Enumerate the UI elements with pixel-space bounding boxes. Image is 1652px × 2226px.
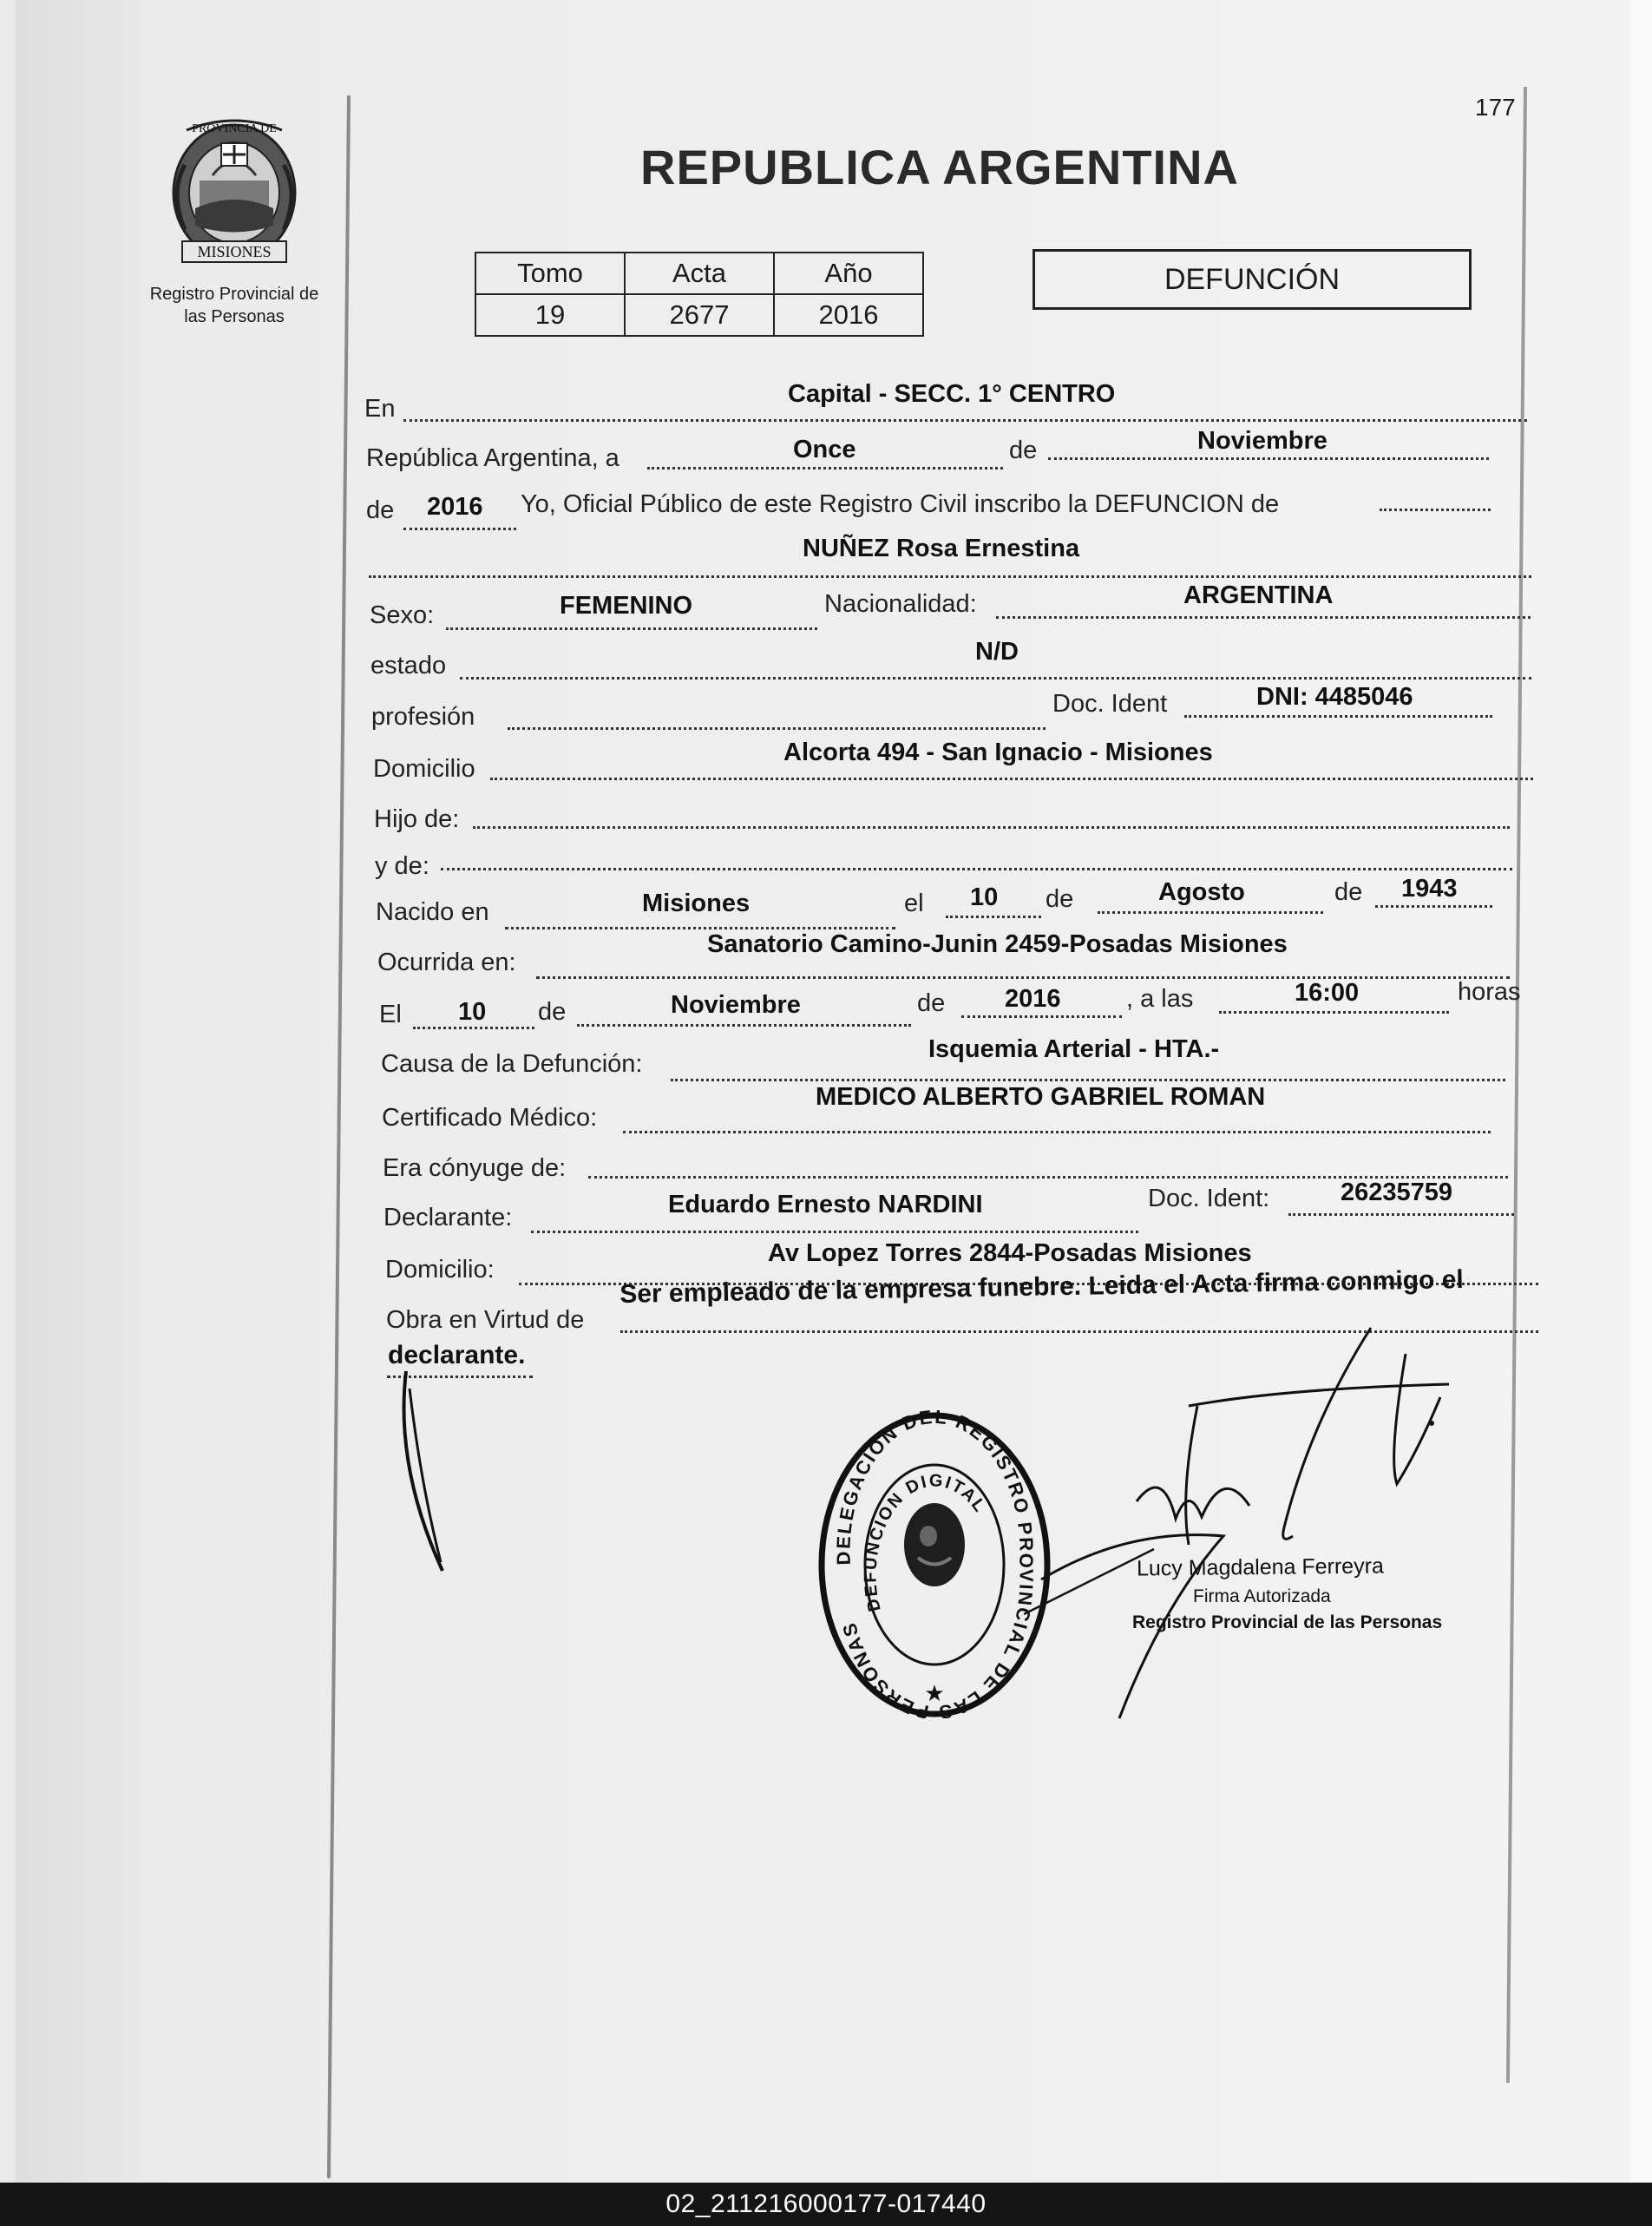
death-time: 16:00 — [1295, 979, 1360, 1007]
estado-value: N/D — [975, 638, 1019, 666]
year-line — [403, 528, 516, 530]
month-value: Noviembre — [1197, 427, 1328, 455]
record-type-box: DEFUNCIÓN — [1032, 249, 1472, 310]
nacido-label: Nacido en — [376, 898, 489, 926]
doc-ident2-label: Doc. Ident: — [1148, 1185, 1270, 1212]
obra-value: Ser empleado de la empresa funebre. Leida el Acta firma conmigo el — [620, 1265, 1464, 1309]
republica-label: República Argentina, a — [366, 444, 620, 472]
domicilio-label: Domicilio — [373, 755, 475, 783]
sexo-label: Sexo: — [370, 601, 435, 629]
day-line — [647, 467, 1003, 469]
death-year: 2016 — [1005, 985, 1061, 1013]
hijo-line — [473, 826, 1510, 829]
causa-line — [671, 1079, 1505, 1081]
signatory-title: Firma Autorizada — [1193, 1586, 1331, 1606]
nacido-value: Misiones — [642, 890, 751, 917]
birth-month-line — [1098, 911, 1323, 914]
nacionalidad-line — [996, 616, 1531, 619]
birth-day: 10 — [970, 883, 999, 911]
registry-label-line1: Registro Provincial de — [149, 285, 319, 304]
page-edge — [1631, 0, 1652, 2183]
declarante-line — [531, 1231, 1138, 1233]
registry-label-line2: las Personas — [184, 307, 285, 326]
reference-header-row — [475, 253, 923, 294]
statement-line — [1380, 509, 1491, 511]
seal-text-top: PROVINCIA DE — [192, 122, 277, 135]
reference-table — [475, 252, 924, 337]
document-title: REPUBLICA ARGENTINA — [640, 140, 1239, 194]
footer-code: 02_211216000177-017440 — [0, 2183, 1652, 2226]
causa-value: Isquemia Arterial - HTA.- — [928, 1035, 1220, 1063]
doc-ident-label: Doc. Ident — [1052, 690, 1168, 718]
el-label: el — [904, 890, 924, 917]
en-line — [403, 419, 1527, 422]
en-value: Capital - SECC. 1° CENTRO — [788, 380, 1116, 408]
official-stamp — [816, 1410, 1054, 1718]
certificado-label: Certificado Médico: — [382, 1104, 598, 1132]
death-month: Noviembre — [671, 991, 801, 1019]
reference-value-row — [475, 294, 923, 336]
day-value: Once — [793, 436, 856, 463]
domicilio2-value: Av Lopez Torres 2844-Posadas Misiones — [768, 1239, 1252, 1267]
profesion-line — [508, 727, 1046, 730]
month-line — [1048, 457, 1489, 460]
ref-header-acta: Acta — [625, 253, 774, 294]
sexo-line — [446, 627, 817, 630]
obra-value-2: declarante. — [388, 1341, 526, 1369]
birth-day-line — [946, 916, 1041, 918]
birth-year-line — [1375, 905, 1492, 908]
domicilio2-label: Domicilio: — [385, 1256, 495, 1284]
birth-year: 1943 — [1401, 875, 1458, 903]
domicilio-line — [490, 778, 1533, 780]
estado-line — [460, 677, 1531, 680]
domicilio-value: Alcorta 494 - San Ignacio - Misiones — [783, 739, 1213, 766]
signatory-office: Registro Provincial de las Personas — [1132, 1612, 1443, 1632]
doc-ident-line — [1184, 715, 1492, 718]
signatory-name: Lucy Magdalena Ferreyra — [1136, 1553, 1385, 1581]
ref-value-tomo: 19 — [475, 294, 625, 336]
year-value: 2016 — [427, 493, 483, 521]
profesion-label: profesión — [371, 703, 475, 731]
stamp-inner-text: DEFUNCION DIGITAL — [861, 1471, 990, 1613]
de-label-4: de — [1334, 878, 1363, 906]
alas-label: , a las — [1126, 985, 1194, 1013]
deceased-name: NUÑEZ Rosa Ernestina — [803, 535, 1080, 562]
conyuge-label: Era cónyuge de: — [383, 1154, 567, 1182]
ocurrida-value: Sanatorio Camino-Junin 2459-Posadas Misiones — [707, 930, 1288, 958]
declarante-value: Eduardo Ernesto NARDINI — [668, 1191, 983, 1218]
ref-header-anio: Año — [774, 253, 923, 294]
yde-label: y de: — [375, 852, 429, 880]
sexo-value: FEMENINO — [560, 592, 693, 620]
horas-label: horas — [1458, 978, 1521, 1006]
ref-value-acta: 2677 — [625, 294, 774, 336]
doc-ident2-value: 26235759 — [1341, 1179, 1453, 1206]
registry-label — [130, 283, 338, 328]
stamp-star-icon: ★ — [924, 1680, 945, 1706]
doc-ident-value: DNI: 4485046 — [1256, 683, 1413, 711]
de-label-2: de — [366, 496, 395, 524]
certificado-line — [623, 1131, 1491, 1133]
provincial-seal — [161, 113, 308, 269]
obra-label: Obra en Virtud de — [386, 1306, 585, 1334]
ref-header-tomo: Tomo — [475, 253, 625, 294]
death-year-line — [961, 1015, 1122, 1018]
page-number: 177 — [1475, 94, 1516, 121]
de-label-6: de — [917, 989, 946, 1017]
causa-label: Causa de la Defunción: — [381, 1050, 643, 1078]
el2-label: El — [379, 1001, 402, 1028]
estado-label: estado — [370, 652, 447, 680]
declarante-label: Declarante: — [384, 1204, 513, 1231]
en-label: En — [364, 395, 396, 423]
death-month-line — [577, 1024, 911, 1027]
de-label-3: de — [1046, 885, 1074, 913]
doc-ident2-line — [1288, 1213, 1514, 1216]
nacionalidad-label: Nacionalidad: — [824, 590, 977, 618]
ocurrida-line — [536, 976, 1510, 979]
seal-text-bottom: MISIONES — [197, 243, 272, 260]
birth-month: Agosto — [1158, 878, 1245, 906]
name-line — [369, 575, 1531, 578]
death-time-line — [1219, 1011, 1449, 1014]
de-label-1: de — [1009, 437, 1038, 464]
nacido-line — [505, 927, 895, 929]
signature — [1024, 1319, 1475, 1727]
certificado-value: MEDICO ALBERTO GABRIEL ROMAN — [816, 1083, 1266, 1111]
ref-value-anio: 2016 — [774, 294, 923, 336]
nacionalidad-value: ARGENTINA — [1183, 581, 1334, 609]
statement-label: Yo, Oficial Público de este Registro Civil inscribo la DEFUNCION de — [521, 490, 1280, 518]
ocurrida-label: Ocurrida en: — [377, 949, 516, 976]
death-day-line — [413, 1027, 534, 1029]
handwritten-mark — [390, 1363, 460, 1579]
yde-line — [441, 868, 1512, 870]
death-day: 10 — [458, 998, 487, 1026]
de-label-5: de — [538, 998, 567, 1026]
stamp-outer-text: DELEGACION DEL REGISTRO PROVINCIAL DE LAS PERSONAS — [832, 1410, 1038, 1718]
hijo-label: Hijo de: — [374, 805, 460, 833]
